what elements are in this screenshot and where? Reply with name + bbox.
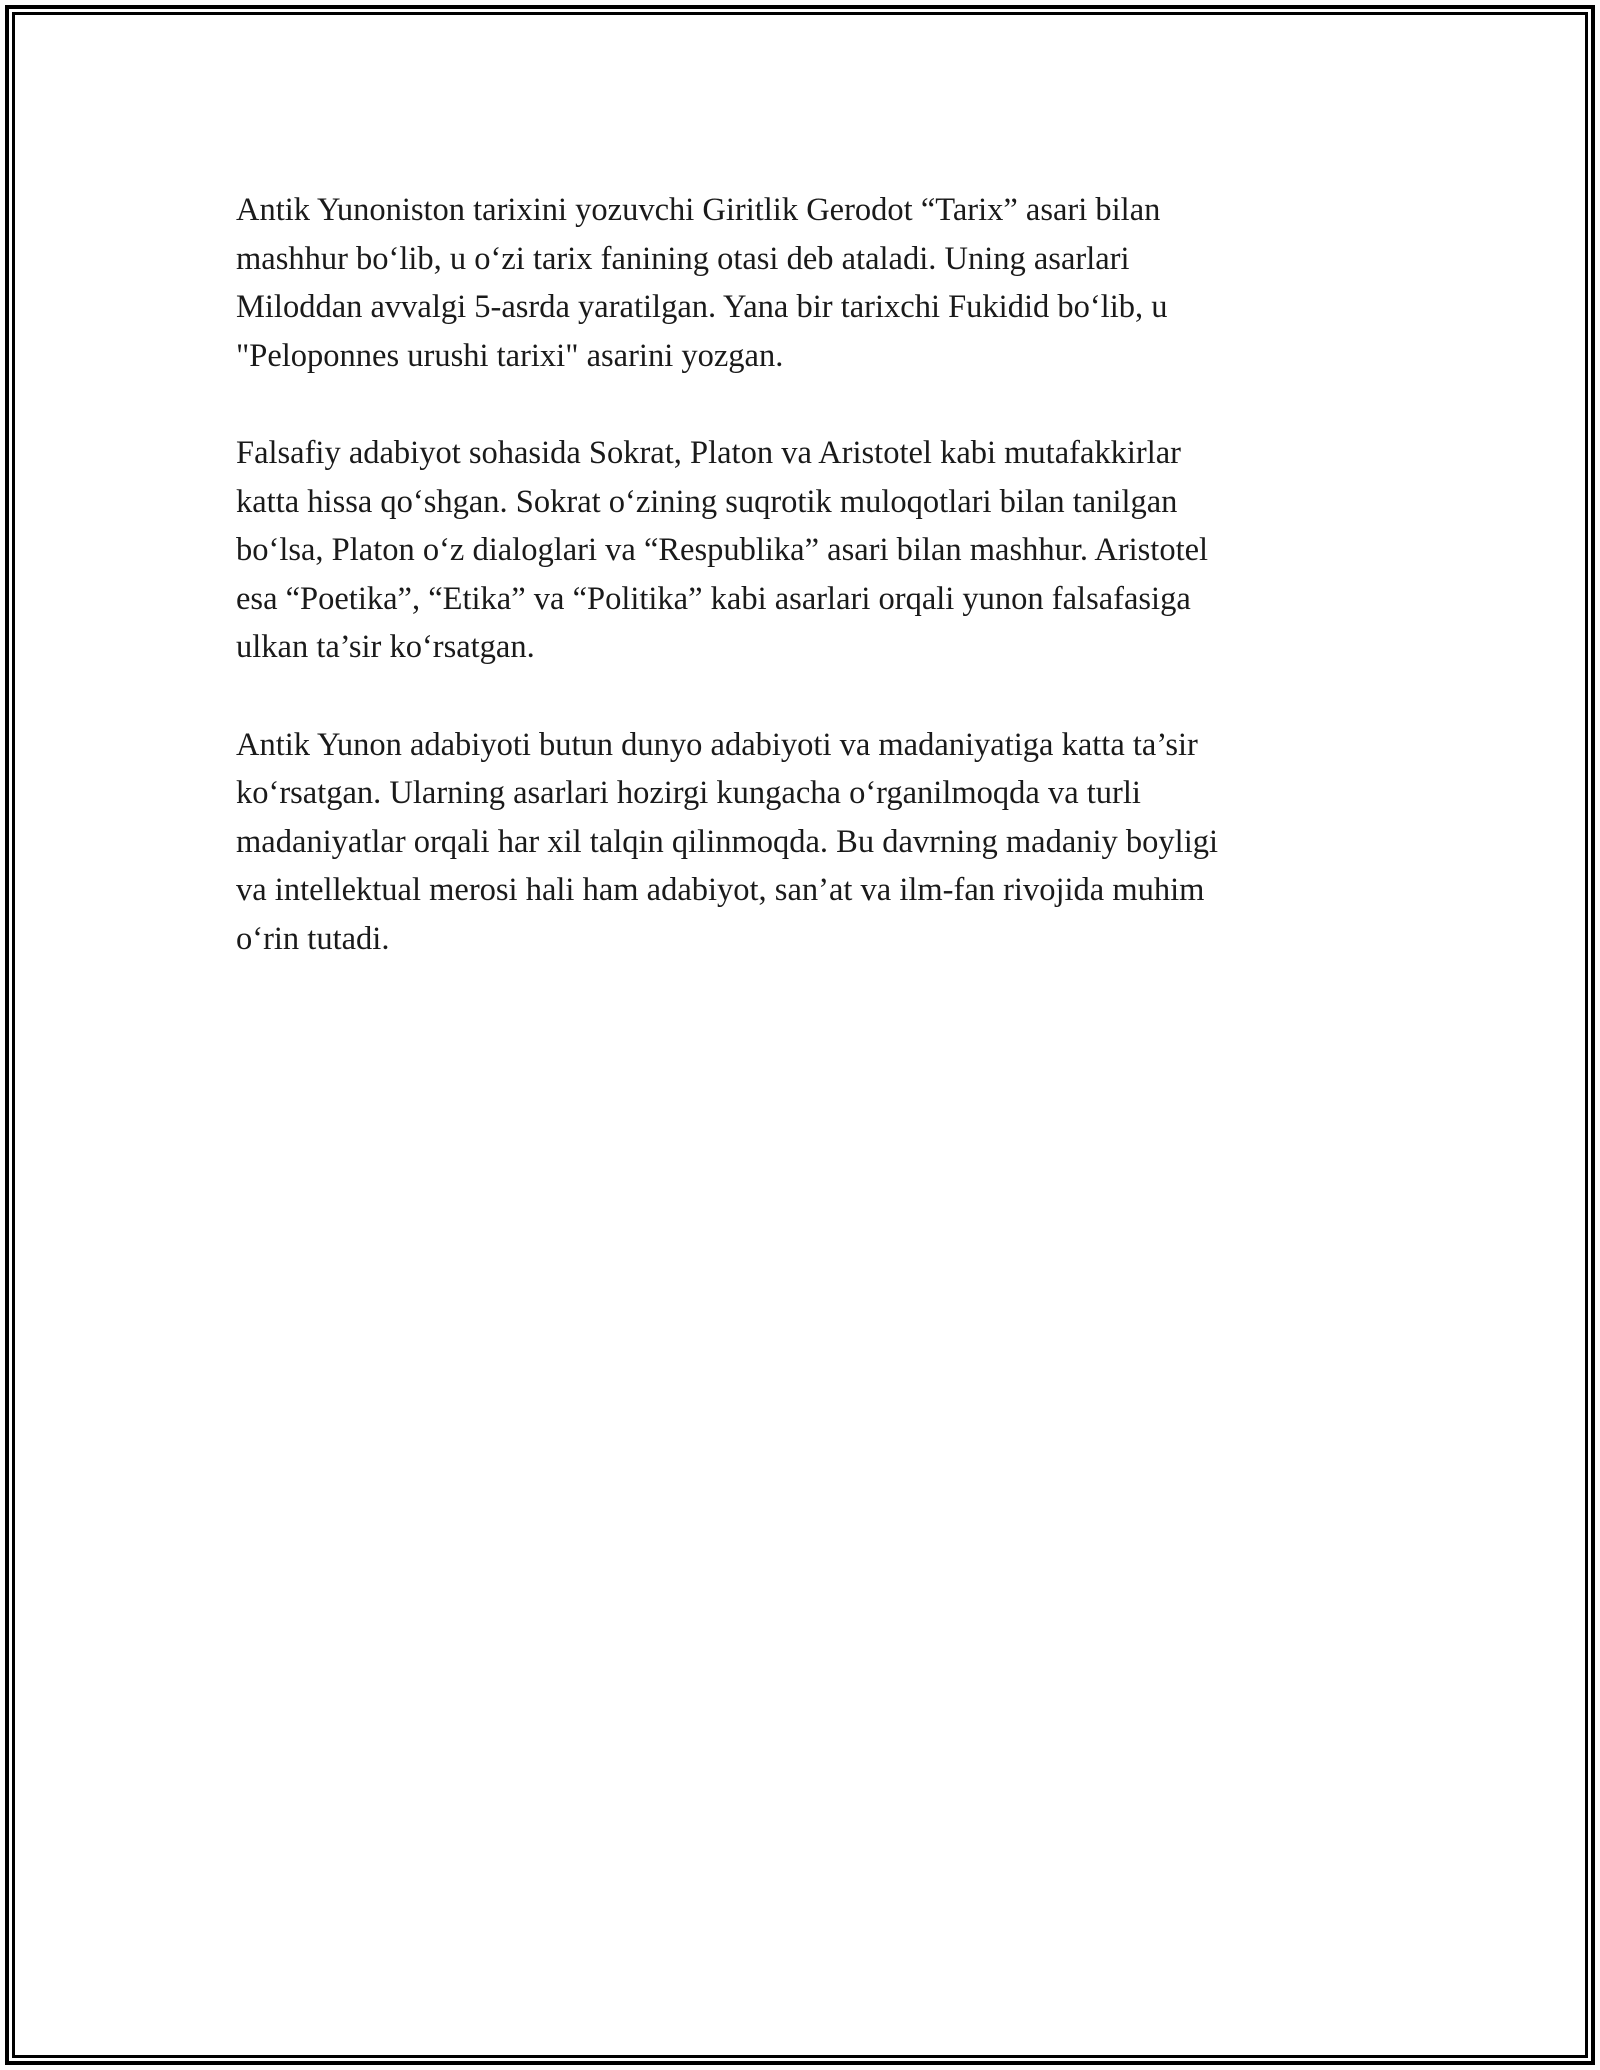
paragraph-line: bo‘lsa, Platon o‘z dialoglari va “Respublika” asari bilan mashhur. Aristotel: [236, 532, 1209, 569]
paragraph-line: Miloddan avvalgi 5-asrda yaratilgan. Yana bir tarixchi Fukidid bo‘lib, u: [236, 289, 1168, 326]
paragraph-line: o‘rin tutadi.: [236, 920, 390, 957]
paragraph-line: madaniyatlar orqali har xil talqin qilinmoqda. Bu davrning madaniy boyligi: [236, 823, 1219, 860]
paragraph-2: [236, 429, 1356, 672]
paragraph-line: katta hissa qo‘shgan. Sokrat o‘zining suqrotik muloqotlari bilan tanilgan: [236, 483, 1178, 520]
paragraph-line: "Peloponnes urushi tarixi" asarini yozgan.: [236, 337, 784, 374]
paragraph-line: ko‘rsatgan. Ularning asarlari hozirgi kungacha o‘rganilmoqda va turli: [236, 775, 1141, 812]
paragraph-1: [236, 186, 1356, 380]
paragraph-line: Antik Yunon adabiyoti butun dunyo adabiyoti va madaniyatiga katta ta’sir: [236, 726, 1198, 763]
paragraph-line: Falsafiy adabiyot sohasida Sokrat, Platon va Aristotel kabi mutafakkirlar: [236, 434, 1182, 471]
paragraph-line: Antik Yunoniston tarixini yozuvchi Giritlik Gerodot “Tarix” asari bilan: [236, 192, 1161, 228]
paragraph-3: [236, 721, 1356, 964]
document-body: [236, 186, 1356, 1012]
paragraph-line: esa “Poetika”, “Etika” va “Politika” kabi asarlari orqali yunon falsafasiga: [236, 580, 1191, 617]
paragraph-line: ulkan ta’sir ko‘rsatgan.: [236, 629, 535, 666]
paragraph-line: va intellektual merosi hali ham adabiyot, san’at va ilm-fan rivojida muhim: [236, 872, 1205, 909]
paragraph-line: mashhur bo‘lib, u o‘zi tarix fanining otasi deb ataladi. Uning asarlari: [236, 240, 1130, 277]
